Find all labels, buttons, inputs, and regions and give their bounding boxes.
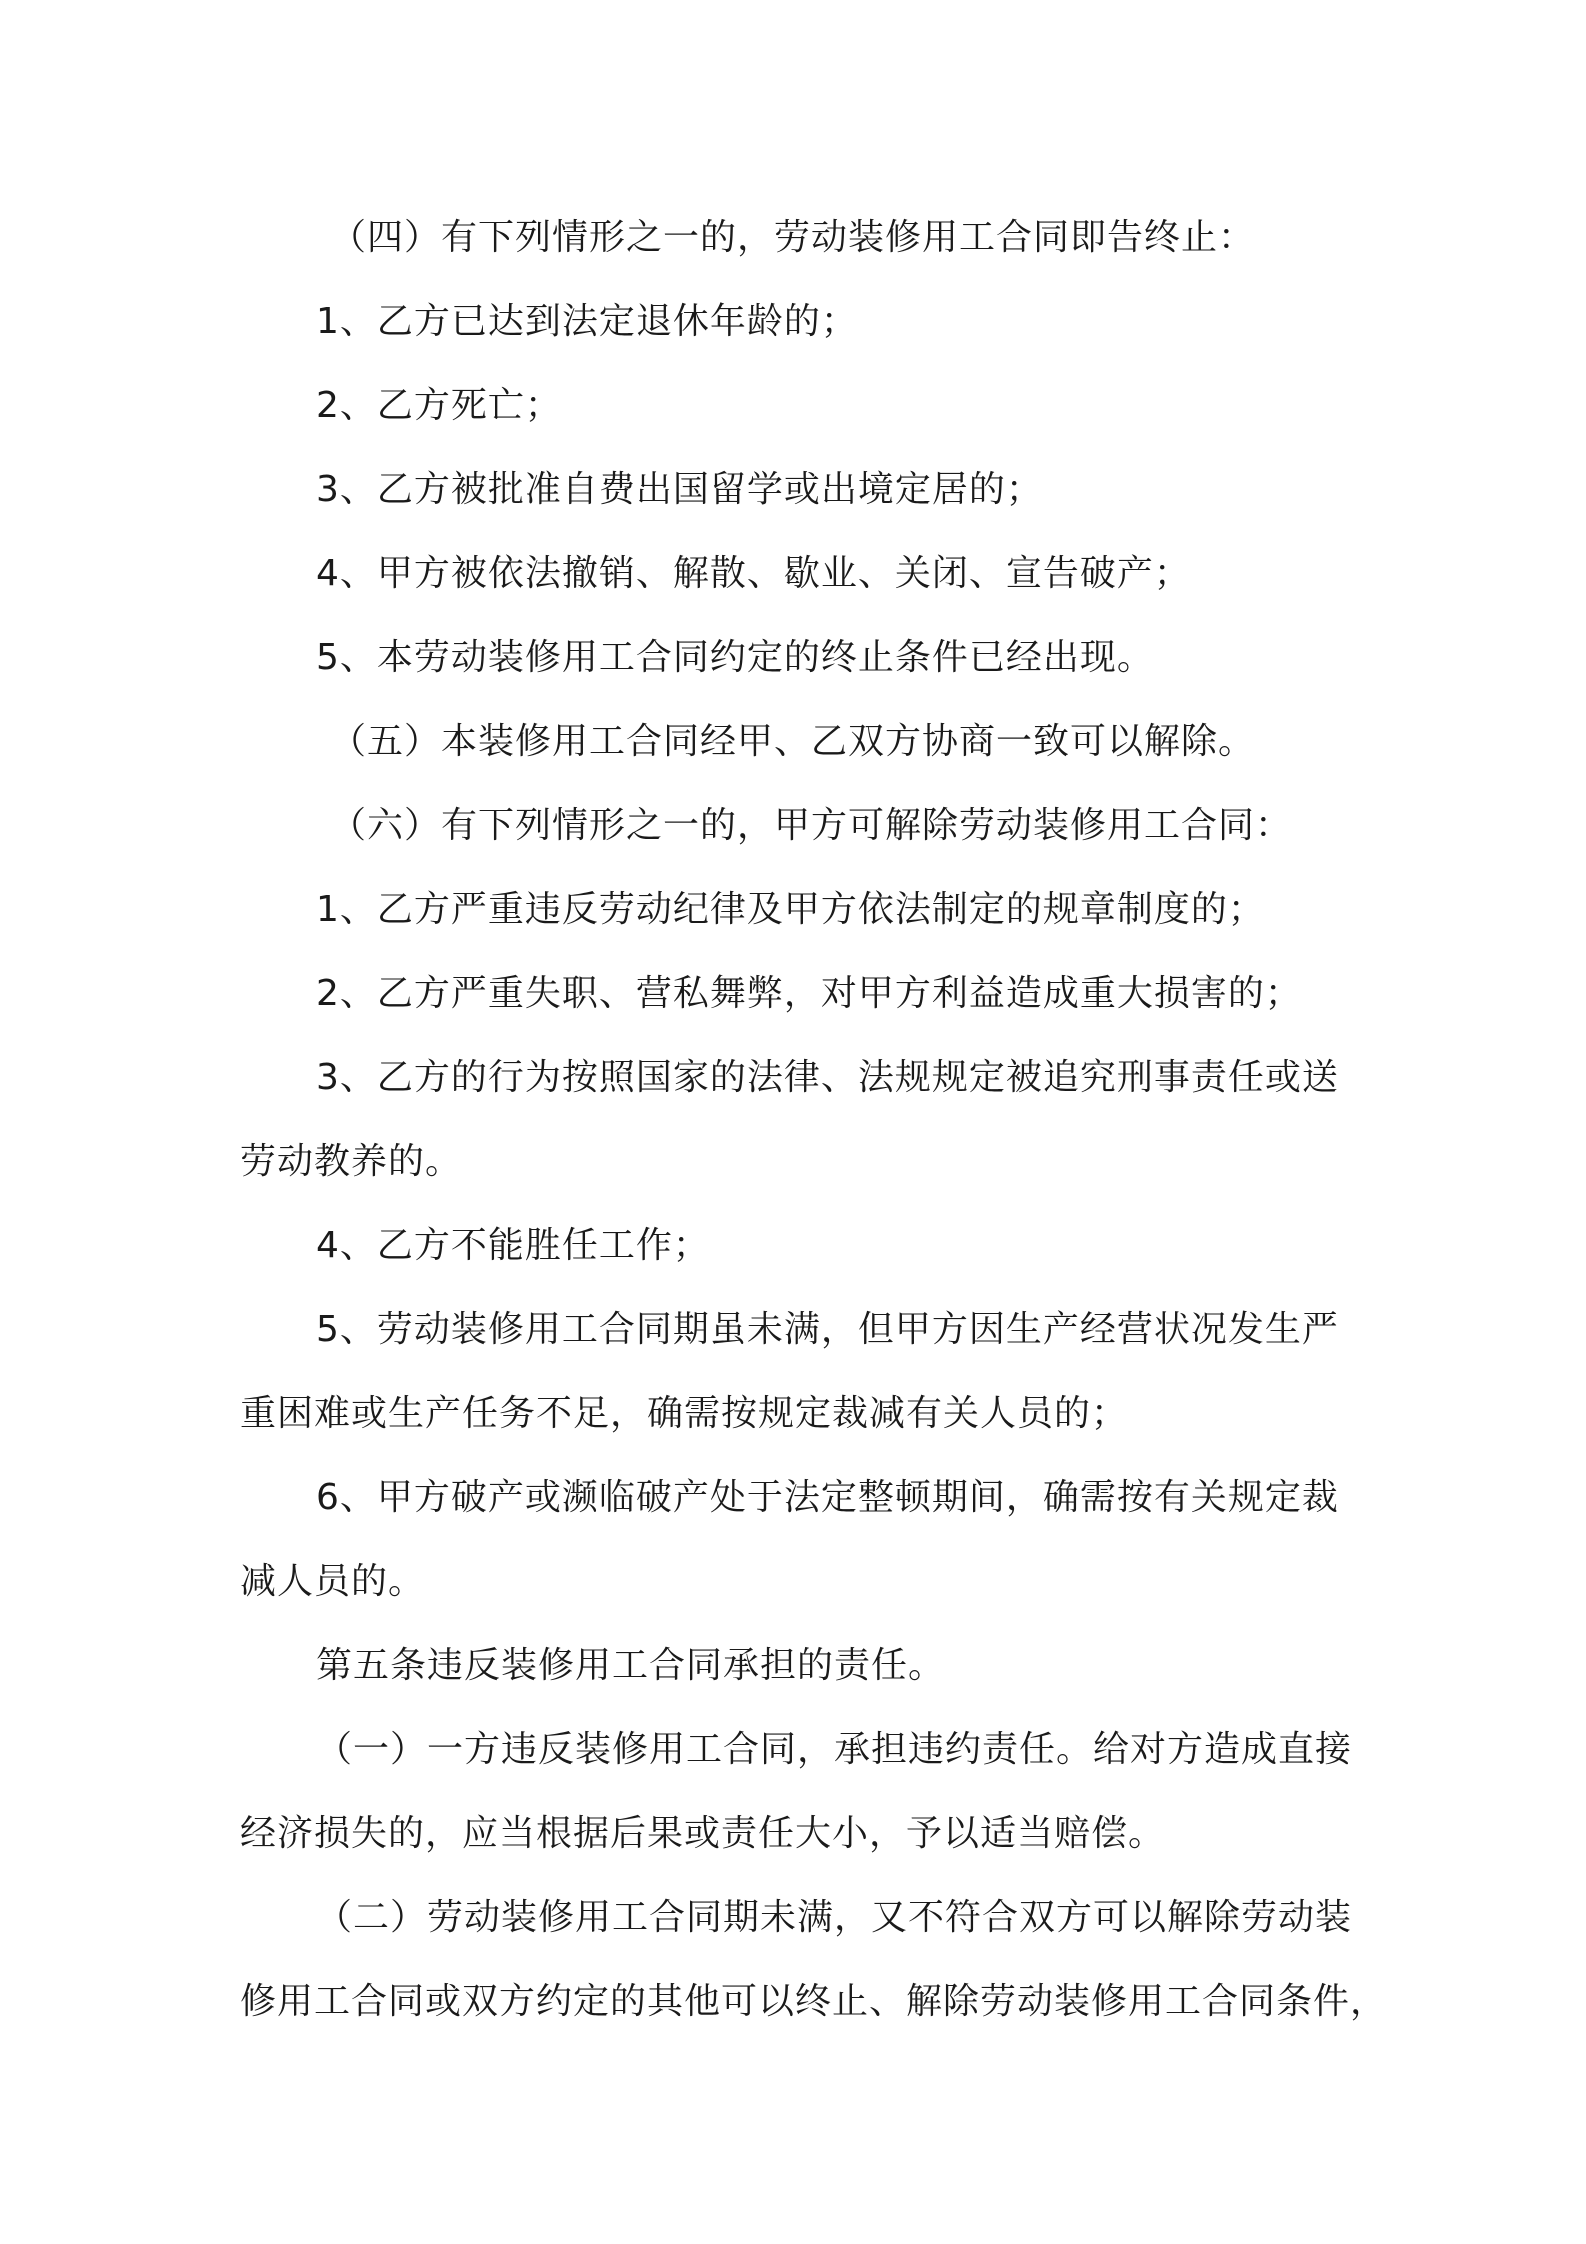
article-5-item-2-cont: 修用工合同或双方约定的其他可以终止、解除劳动装修用工合同条件，: [240, 1981, 1388, 2022]
clause-4-item-2: 2、乙方死亡；: [316, 385, 562, 426]
clause-6-item-1: 1、乙方严重违反劳动纪律及甲方依法制定的规章制度的；: [316, 889, 1265, 930]
article-5-item-2: （二）劳动装修用工合同期未满，又不符合双方可以解除劳动装: [316, 1897, 1353, 1938]
clause-4-item-5: 5、本劳动装修用工合同约定的终止条件已经出现。: [316, 637, 1154, 678]
article-5-item-1-cont: 经济损失的，应当根据后果或责任大小，予以适当赔偿。: [240, 1813, 1166, 1854]
clause-6-item-6-cont: 减人员的。: [240, 1561, 426, 1602]
clause-4-heading: （四）有下列情形之一的，劳动装修用工合同即告终止：: [330, 217, 1256, 258]
clause-6-item-5-cont: 重困难或生产任务不足，确需按规定裁减有关人员的；: [240, 1393, 1129, 1434]
article-5-title: 第五条违反装修用工合同承担的责任。: [316, 1645, 946, 1686]
clause-6-item-5: 5、劳动装修用工合同期虽未满，但甲方因生产经营状况发生严: [316, 1309, 1339, 1350]
clause-4-item-3: 3、乙方被批准自费出国留学或出境定居的；: [316, 469, 1043, 510]
document-body: [240, 196, 1388, 2044]
clause-4-item-4: 4、甲方被依法撤销、解散、歇业、关闭、宣告破产；: [316, 553, 1191, 594]
clause-5-heading: （五）本装修用工合同经甲、乙双方协商一致可以解除。: [330, 721, 1256, 762]
clause-6-heading: （六）有下列情形之一的，甲方可解除劳动装修用工合同：: [330, 805, 1293, 846]
clause-6-item-4: 4、乙方不能胜任工作；: [316, 1225, 710, 1266]
clause-4-item-1: 1、乙方已达到法定退休年龄的；: [316, 301, 858, 342]
clause-6-item-3: 3、乙方的行为按照国家的法律、法规规定被追究刑事责任或送: [316, 1057, 1339, 1098]
article-5-item-1: （一）一方违反装修用工合同，承担违约责任。给对方造成直接: [316, 1729, 1353, 1770]
clause-6-item-6: 6、甲方破产或濒临破产处于法定整顿期间，确需按有关规定裁: [316, 1477, 1339, 1518]
clause-6-item-2: 2、乙方严重失职、营私舞弊，对甲方利益造成重大损害的；: [316, 973, 1302, 1014]
clause-6-item-3-cont: 劳动教养的。: [240, 1141, 463, 1182]
